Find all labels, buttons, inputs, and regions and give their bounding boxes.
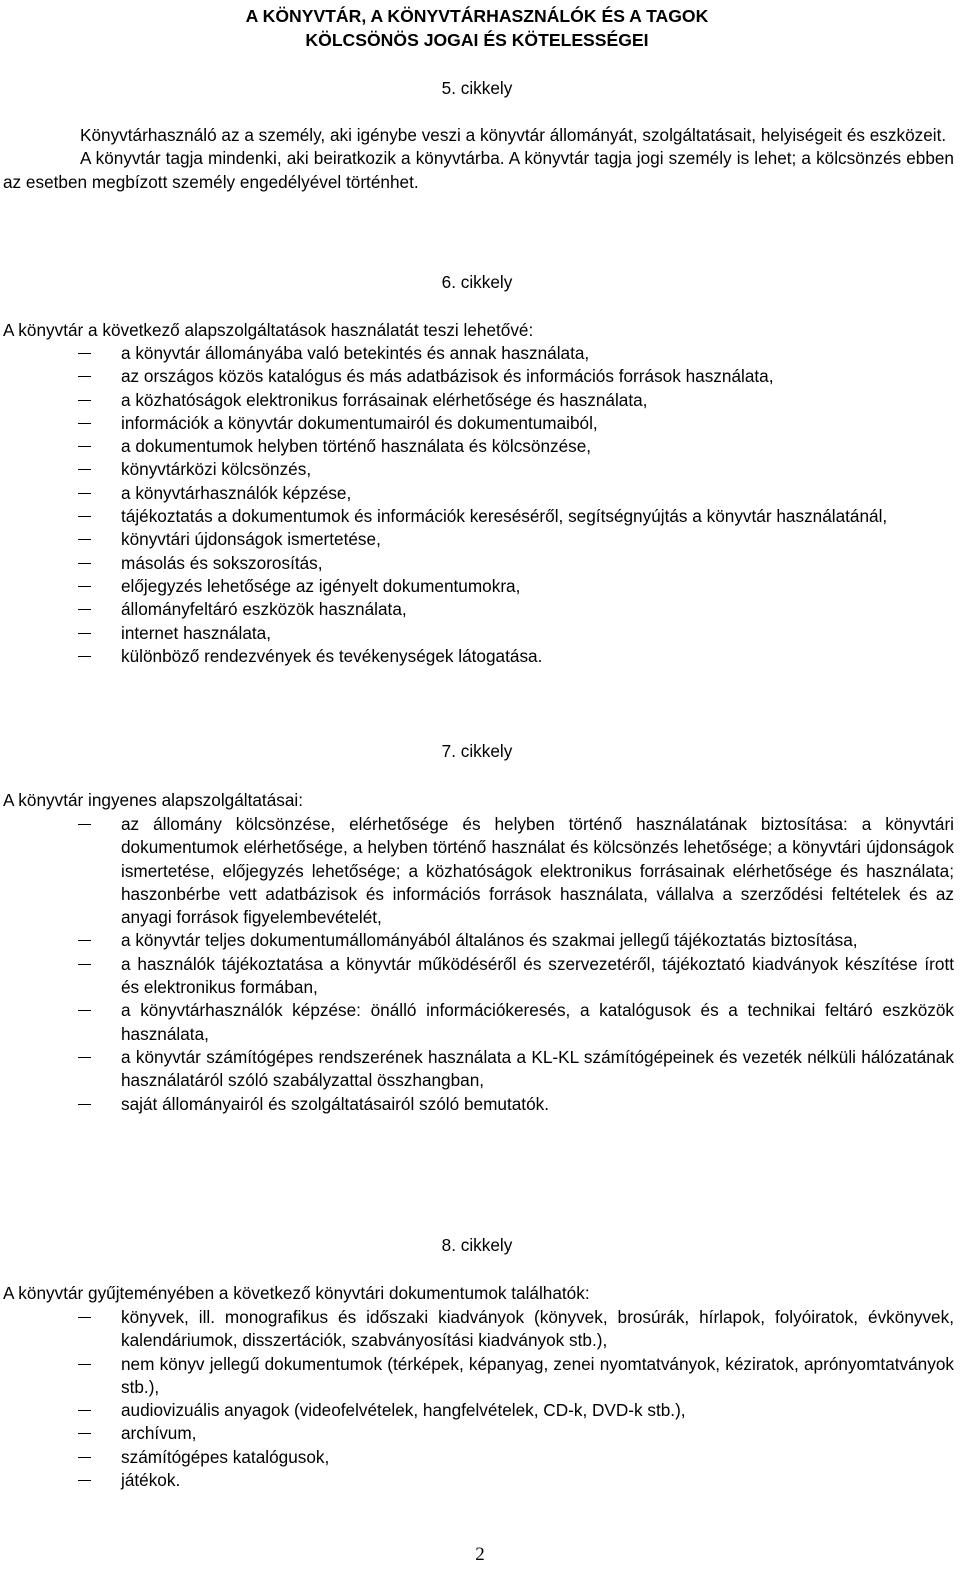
dash-bullet-icon (78, 376, 91, 377)
page-number: 2 (475, 1544, 485, 1565)
dash-bullet-icon (78, 493, 91, 494)
article-6-list (0, 342, 954, 668)
list-item (0, 342, 954, 365)
dash-bullet-icon (78, 563, 91, 564)
dash-bullet-icon (78, 1410, 91, 1411)
list-item (0, 813, 954, 929)
list-item-text: játékok. (121, 1470, 181, 1491)
list-item (0, 645, 954, 668)
dash-bullet-icon (78, 516, 91, 517)
title-line-1: A KÖNYVTÁR, A KÖNYVTÁRHASZNÁLÓK ÉS A TAGOK (245, 6, 709, 26)
list-item-text: állományfeltáró eszközök használata, (121, 599, 407, 620)
dash-bullet-icon (78, 1480, 91, 1481)
list-item-text: az állomány kölcsönzése, elérhetősége és helyben történő használatának biztosítása: a könyvtári dokumentumok elérhetősége, a helyben történő használat és kölcsönzés lehetősége; a könyvtári újdonságok ismertetése, előjegyzés lehetősége; a közhatóságok elektronikus forrásainak elérhetősége és használata; haszonbérbe vett adatbázisok és információs források használata, vállalva a szerződési feltételek és az anyagi források figyelembevételét, (121, 814, 954, 928)
list-item (0, 1353, 954, 1400)
article-5-heading: 5. cikkely (441, 78, 513, 98)
list-item (0, 575, 954, 598)
article-8-list (0, 1306, 954, 1492)
list-item (0, 1046, 954, 1093)
dash-bullet-icon (78, 539, 91, 540)
dash-bullet-icon (78, 656, 91, 657)
list-item-text: audiovizuális anyagok (videofelvételek, hangfelvételek, CD-k, DVD-k stb.), (121, 1400, 686, 1421)
list-item (0, 1093, 954, 1116)
article-7-intro: A könyvtár ingyenes alapszolgáltatásai: (3, 790, 304, 810)
list-item (0, 528, 954, 551)
list-item (0, 482, 954, 505)
list-item-text: másolás és sokszorosítás, (121, 552, 323, 573)
dash-bullet-icon (78, 400, 91, 401)
list-item (0, 1422, 954, 1445)
list-item-text: a közhatóságok elektronikus forrásainak elérhetősége és használata, (121, 389, 648, 410)
dash-bullet-icon (78, 633, 91, 634)
document-title (0, 5, 954, 52)
article-5-paragraph-2: A könyvtár tagja mindenki, aki beiratkozik a könyvtárba. A könyvtár tagja jogi személy is lehet; a kölcsönzés ebben az esetben megbízott személy engedélyével történhet. (3, 148, 954, 192)
dash-bullet-icon (78, 446, 91, 447)
list-item-text: a könyvtár teljes dokumentumállományából általános és szakmai jellegű tájékoztatás biztosítása, (121, 930, 858, 951)
list-item (0, 598, 954, 621)
article-8-intro: A könyvtár gyűjteményében a következő könyvtári dokumentumok találhatók: (3, 1283, 590, 1303)
list-item-text: archívum, (121, 1423, 197, 1444)
list-item-text: információk a könyvtár dokumentumairól és dokumentumaiból, (121, 412, 598, 433)
dash-bullet-icon (78, 423, 91, 424)
list-item (0, 505, 954, 528)
list-item (0, 365, 954, 388)
list-item-text: az országos közös katalógus és más adatbázisok és információs források használata, (121, 366, 774, 387)
dash-bullet-icon (78, 824, 91, 825)
dash-bullet-icon (78, 964, 91, 965)
list-item-text: a használók tájékoztatása a könyvtár működéséről és szervezetéről, tájékoztató kiadványok készítése írott és elektronikus formában, (121, 953, 954, 998)
title-line-2: KÖLCSÖNÖS JOGAI ÉS KÖTELESSÉGEI (305, 29, 649, 50)
dash-bullet-icon (78, 940, 91, 941)
article-5-paragraph-1: Könyvtárhasználó az a személy, aki igénybe veszi a könyvtár állományát, szolgáltatásait, helyiségeit és eszközeit. (80, 125, 947, 145)
list-item-text: előjegyzés lehetősége az igényelt dokumentumokra, (121, 575, 521, 596)
article-5-body (3, 124, 954, 194)
dash-bullet-icon (78, 1104, 91, 1105)
list-item (0, 929, 954, 952)
list-item (0, 412, 954, 435)
list-item (0, 552, 954, 575)
dash-bullet-icon (78, 586, 91, 587)
dash-bullet-icon (78, 1317, 91, 1318)
list-item (0, 1306, 954, 1353)
list-item-text: különböző rendezvények és tevékenységek látogatása. (121, 645, 543, 666)
list-item-text: nem könyv jellegű dokumentumok (térképek, képanyag, zenei nyomtatványok, kéziratok, aprónyomtatványok stb.), (121, 1353, 954, 1397)
dash-bullet-icon (78, 609, 91, 610)
list-item-text: tájékoztatás a dokumentumok és információk kereséséről, segítségnyújtás a könyvtár használatánál, (121, 506, 888, 527)
article-6-intro: A könyvtár a következő alapszolgáltatások használatát teszi lehetővé: (3, 320, 534, 340)
article-6-heading: 6. cikkely (441, 272, 513, 292)
dash-bullet-icon (78, 1057, 91, 1058)
article-7-heading: 7. cikkely (441, 741, 513, 761)
article-8-heading: 8. cikkely (441, 1235, 513, 1255)
list-item (0, 389, 954, 412)
list-item (0, 1399, 954, 1422)
list-item-text: internet használata, (121, 622, 272, 643)
list-item-text: a könyvtár állományába való betekintés és annak használata, (121, 343, 590, 363)
list-item (0, 1446, 954, 1469)
list-item (0, 458, 954, 481)
list-item-text: saját állományairól és szolgáltatásairól szóló bemutatók. (121, 1093, 549, 1114)
list-item-text: könyvtári újdonságok ismertetése, (121, 529, 381, 550)
list-item-text: a könyvtárhasználók képzése: önálló információkeresés, a katalógusok és a technikai feltáró eszközök használata, (121, 1000, 954, 1044)
dash-bullet-icon (78, 1457, 91, 1458)
list-item (0, 622, 954, 645)
list-item-text: a dokumentumok helyben történő használata és kölcsönzése, (121, 436, 592, 457)
list-item-text: könyvtárközi kölcsönzés, (121, 459, 312, 480)
article-7-list (0, 813, 954, 1116)
list-item-text: számítógépes katalógusok, (121, 1446, 330, 1467)
dash-bullet-icon (78, 1433, 91, 1434)
list-item-text: a könyvtárhasználók képzése, (121, 482, 352, 503)
list-item (0, 435, 954, 458)
list-item (0, 999, 954, 1046)
dash-bullet-icon (78, 353, 91, 354)
list-item-text: a könyvtár számítógépes rendszerének használata a KL-KL számítógépeinek és vezeték nélküli hálózatának használatáról szóló szabályzattal összhangban, (121, 1046, 954, 1091)
dash-bullet-icon (78, 469, 91, 470)
dash-bullet-icon (78, 1010, 91, 1011)
list-item (0, 1469, 954, 1492)
list-item-text: könyvek, ill. monografikus és időszaki kiadványok (könyvek, brosúrák, hírlapok, folyóiratok, évkönyvek, kalendáriumok, disszertációk, szabványosítási kiadványok stb.), (121, 1307, 954, 1351)
dash-bullet-icon (78, 1364, 91, 1365)
list-item (0, 953, 954, 1000)
